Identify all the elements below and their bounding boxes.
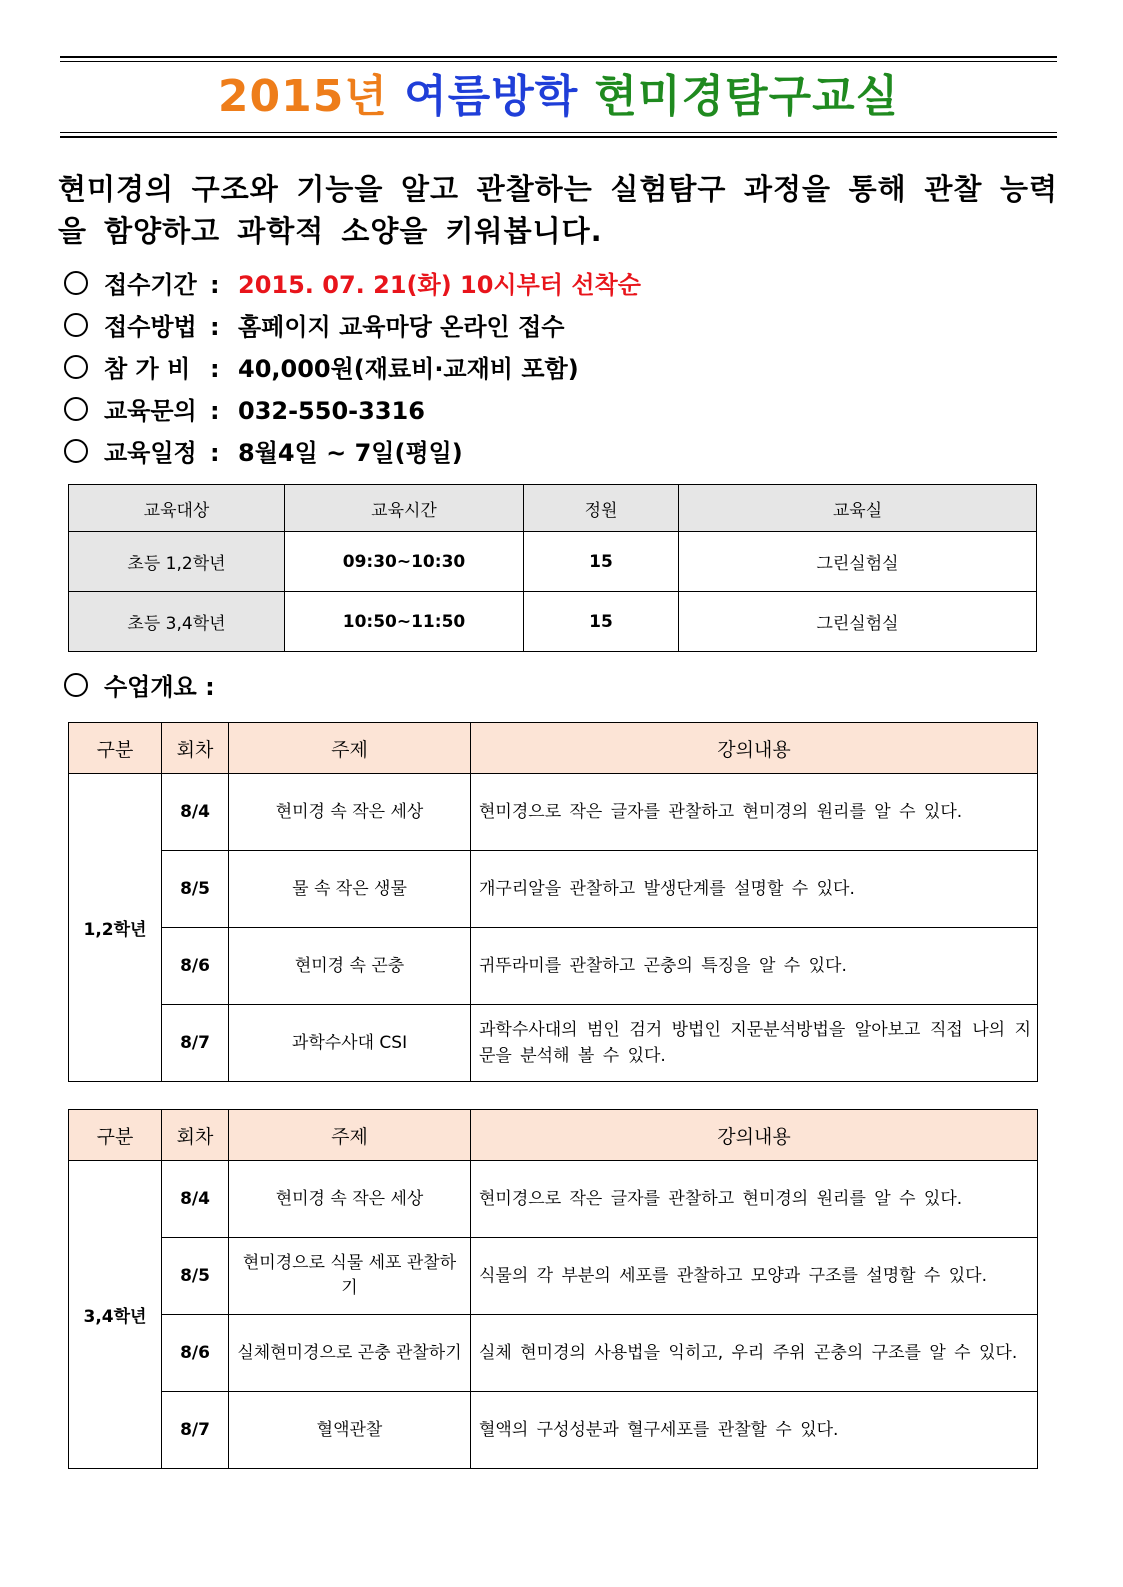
course-description: 식물의 각 부분의 세포를 관찰하고 모양과 구조를 설명할 수 있다.	[471, 1238, 1038, 1315]
info-colon: :	[210, 355, 220, 383]
course-header-cell: 회차	[162, 1110, 229, 1161]
title-bottom-rule	[60, 132, 1057, 138]
circle-bullet-icon	[64, 355, 88, 379]
info-colon: :	[210, 271, 220, 299]
info-label: 접수방법	[104, 313, 197, 341]
info-value: 2015. 07. 21(화) 10시부터 선착순	[238, 271, 641, 299]
course-description: 현미경으로 작은 글자를 관찰하고 현미경의 원리를 알 수 있다.	[471, 774, 1038, 851]
course-row	[69, 774, 1038, 851]
schedule-time: 10:50~11:50	[285, 592, 524, 652]
course-description: 혈액의 구성성분과 혈구세포를 관찰할 수 있다.	[471, 1392, 1038, 1469]
info-colon: :	[210, 397, 220, 425]
course-session: 8/6	[162, 928, 229, 1005]
schedule-header-cell: 교육실	[679, 485, 1037, 532]
course-topic: 현미경 속 작은 세상	[229, 1161, 471, 1238]
course-table-grade-3-4	[68, 1109, 1038, 1469]
schedule-target: 초등 1,2학년	[69, 532, 285, 592]
info-label: 접수기간	[104, 271, 197, 299]
course-session: 8/7	[162, 1392, 229, 1469]
course-topic: 실체현미경으로 곤충 관찰하기	[229, 1315, 471, 1392]
info-item-registration-method	[64, 306, 564, 348]
schedule-target: 초등 3,4학년	[69, 592, 285, 652]
schedule-header-cell: 정원	[524, 485, 679, 532]
course-header-row	[69, 723, 1038, 774]
course-topic: 과학수사대 CSI	[229, 1005, 471, 1082]
course-description: 개구리알을 관찰하고 발생단계를 설명할 수 있다.	[471, 851, 1038, 928]
course-row	[69, 1238, 1038, 1315]
course-header-cell: 강의내용	[471, 723, 1038, 774]
schedule-row	[69, 592, 1037, 652]
course-header-cell: 구분	[69, 1110, 162, 1161]
title-block	[60, 56, 1057, 138]
page-title	[60, 62, 1057, 132]
info-item-schedule	[64, 432, 463, 474]
course-description: 실체 현미경의 사용법을 익히고, 우리 주위 곤충의 구조를 알 수 있다.	[471, 1315, 1038, 1392]
schedule-room: 그린실험실	[679, 592, 1037, 652]
course-header-cell: 회차	[162, 723, 229, 774]
circle-bullet-icon	[64, 439, 88, 463]
course-session: 8/5	[162, 851, 229, 928]
course-topic: 혈액관찰	[229, 1392, 471, 1469]
course-session: 8/4	[162, 774, 229, 851]
schedule-header-row	[69, 485, 1037, 532]
circle-bullet-icon	[64, 397, 88, 421]
circle-bullet-icon	[64, 313, 88, 337]
info-value: 8월4일 ~ 7일(평일)	[238, 439, 463, 467]
schedule-capacity: 15	[524, 592, 679, 652]
course-header-row	[69, 1110, 1038, 1161]
course-session: 8/7	[162, 1005, 229, 1082]
schedule-row	[69, 532, 1037, 592]
course-row	[69, 851, 1038, 928]
circle-bullet-icon	[64, 271, 88, 295]
info-label: 교육일정	[104, 439, 197, 467]
course-session: 8/5	[162, 1238, 229, 1315]
course-row	[69, 1005, 1038, 1082]
course-header-cell: 주제	[229, 1110, 471, 1161]
course-description: 과학수사대의 범인 검거 방법인 지문분석방법을 알아보고 직접 나의 지문을 분석해 볼 수 있다.	[471, 1005, 1038, 1082]
circle-bullet-icon	[64, 673, 88, 697]
info-item-fee	[64, 348, 579, 390]
intro-paragraph: 현미경의 구조와 기능을 알고 관찰하는 실험탐구 과정을 통해 관찰 능력을 함양하고 과학적 소양을 키워봅니다.	[58, 172, 1058, 248]
title-program: 현미경탐구교실	[594, 71, 900, 122]
course-description: 귀뚜라미를 관찰하고 곤충의 특징을 알 수 있다.	[471, 928, 1038, 1005]
course-header-cell: 주제	[229, 723, 471, 774]
course-topic: 물 속 작은 생물	[229, 851, 471, 928]
schedule-room: 그린실험실	[679, 532, 1037, 592]
schedule-header-cell: 교육대상	[69, 485, 285, 532]
info-colon: :	[210, 439, 220, 467]
course-row	[69, 928, 1038, 1005]
overview-label: 수업개요 :	[104, 673, 215, 701]
info-label: 참 가 비	[104, 355, 191, 383]
course-group: 3,4학년	[69, 1161, 162, 1469]
course-description: 현미경으로 작은 글자를 관찰하고 현미경의 원리를 알 수 있다.	[471, 1161, 1038, 1238]
info-item-contact	[64, 390, 425, 432]
course-table-grade-1-2	[68, 722, 1038, 1082]
course-row	[69, 1315, 1038, 1392]
info-value: 032-550-3316	[238, 397, 425, 425]
schedule-capacity: 15	[524, 532, 679, 592]
overview-heading	[64, 666, 215, 708]
title-season: 여름방학	[404, 71, 579, 122]
course-row	[69, 1161, 1038, 1238]
info-colon: :	[210, 313, 220, 341]
schedule-table	[68, 484, 1037, 652]
course-group: 1,2학년	[69, 774, 162, 1082]
course-topic: 현미경 속 곤충	[229, 928, 471, 1005]
course-topic: 현미경으로 식물 세포 관찰하기	[229, 1238, 471, 1315]
title-year: 2015년	[217, 71, 388, 122]
info-value: 홈페이지 교육마당 온라인 접수	[238, 313, 565, 341]
info-label: 교육문의	[104, 397, 197, 425]
course-topic: 현미경 속 작은 세상	[229, 774, 471, 851]
course-row	[69, 1392, 1038, 1469]
schedule-header-cell: 교육시간	[285, 485, 524, 532]
course-session: 8/4	[162, 1161, 229, 1238]
course-header-cell: 구분	[69, 723, 162, 774]
course-session: 8/6	[162, 1315, 229, 1392]
course-header-cell: 강의내용	[471, 1110, 1038, 1161]
info-value: 40,000원(재료비·교재비 포함)	[238, 355, 579, 383]
info-item-registration-period	[64, 264, 641, 306]
schedule-time: 09:30~10:30	[285, 532, 524, 592]
